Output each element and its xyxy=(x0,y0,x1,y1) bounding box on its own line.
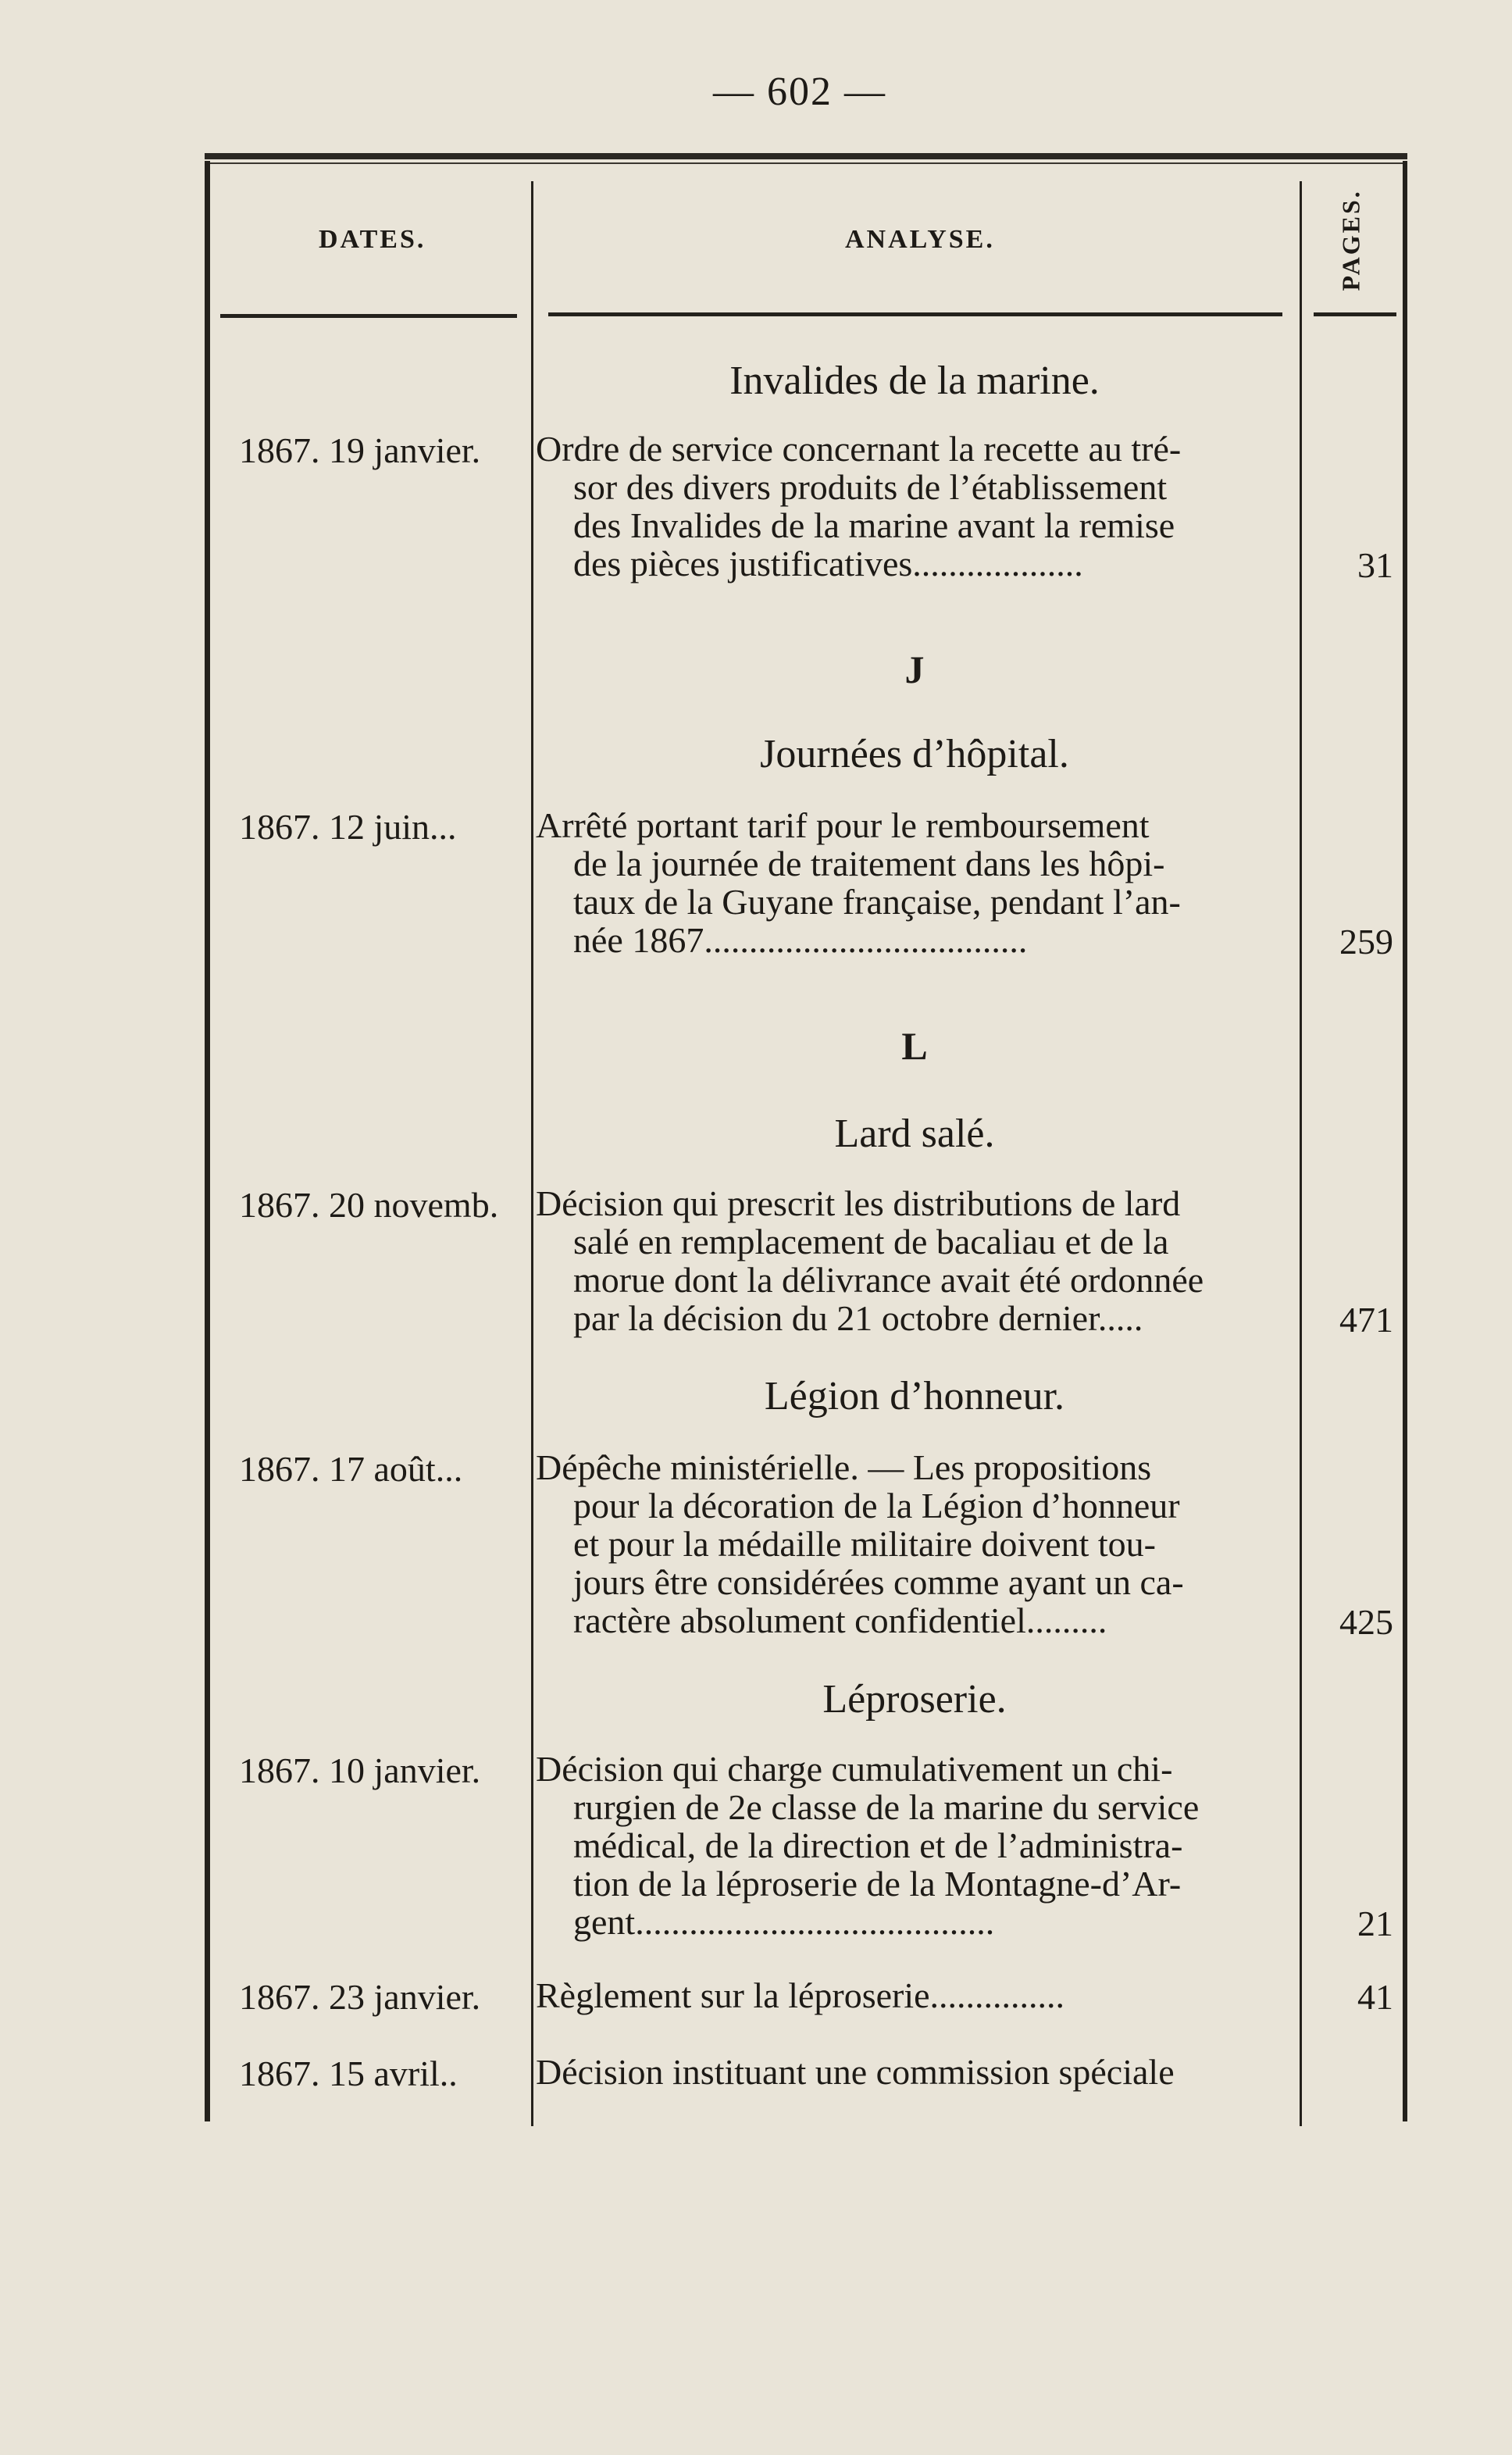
entry-line: Ordre de service concernant la recette au tré- xyxy=(536,429,1182,469)
entry-line: par la décision du 21 octobre dernier..... xyxy=(573,1298,1143,1338)
entry-line: des pièces justificatives................... xyxy=(573,544,1083,583)
entry-page: 41 xyxy=(1357,1977,1393,2017)
entry-line: taux de la Guyane française, pendant l’an- xyxy=(573,882,1181,922)
section-heading: Journées d’hôpital. xyxy=(760,732,1069,776)
entry-line: ractère absolument confidentiel......... xyxy=(573,1600,1107,1640)
entry-analysis xyxy=(536,806,1290,959)
page-number: — 602 — xyxy=(713,70,886,114)
entry-line: salé en remplacement de bacaliau et de la xyxy=(573,1222,1169,1261)
index-table xyxy=(205,153,1409,2126)
entry-line: de la journée de traitement dans les hôpi- xyxy=(573,844,1165,883)
entry-line: gent........................................ xyxy=(573,1902,995,1942)
left-border xyxy=(205,161,210,2121)
header-rule-pages xyxy=(1314,312,1396,316)
entry-analysis xyxy=(536,1750,1290,1941)
entry-date: 1867. 15 avril.. xyxy=(239,2054,458,2093)
entry-line: Décision qui prescrit les distributions de lard xyxy=(536,1183,1181,1223)
entry-line: Décision qui charge cumulativement un chi- xyxy=(536,1749,1173,1789)
entry-analysis xyxy=(536,430,1290,583)
entry-page: 31 xyxy=(1357,545,1393,585)
entry-page: 425 xyxy=(1339,1602,1393,1642)
section-heading: Léproserie. xyxy=(822,1677,1007,1722)
entry-line: médical, de la direction et de l’administra- xyxy=(573,1825,1183,1865)
header-rule-analyse xyxy=(548,312,1282,316)
column-header-dates: DATES. xyxy=(319,225,426,254)
section-letter: J xyxy=(904,648,925,691)
entry-line: Dépêche ministérielle. — Les propositions xyxy=(536,1447,1152,1487)
section-letter: L xyxy=(901,1024,928,1068)
entry-date: 1867. 19 janvier. xyxy=(239,430,481,470)
top-rule xyxy=(205,153,1407,159)
entry-analysis xyxy=(536,1184,1290,1337)
top-rule-thin xyxy=(205,162,1407,164)
entry-page: 471 xyxy=(1339,1300,1393,1340)
header-rule-dates xyxy=(220,314,517,318)
column-header-pages: PAGES. xyxy=(1336,189,1365,291)
entry-line: Règlement sur la léproserie............... xyxy=(536,1975,1065,2015)
entry-line: Arrêté portant tarif pour le remboursement xyxy=(536,805,1150,845)
entry-line: pour la décoration de la Légion d’honneur xyxy=(573,1486,1180,1525)
entry-line: sor des divers produits de l’établissement xyxy=(573,467,1168,507)
entry-date: 1867. 23 janvier. xyxy=(239,1977,481,2017)
entry-line: tion de la léproserie de la Montagne-d’Ar- xyxy=(573,1864,1182,1904)
column-header-analyse: ANALYSE. xyxy=(845,225,995,254)
entry-line: née 1867.................................... xyxy=(573,920,1028,960)
section-heading: Lard salé. xyxy=(834,1112,995,1156)
entry-line: Décision instituant une commission spéciale xyxy=(536,2052,1175,2092)
entry-analysis xyxy=(536,2053,1290,2091)
entry-line: rurgien de 2e classe de la marine du service xyxy=(573,1787,1200,1827)
entry-date: 1867. 12 juin... xyxy=(239,807,457,847)
entry-analysis xyxy=(536,1448,1290,1640)
section-heading: Invalides de la marine. xyxy=(729,359,1100,403)
entry-page: 259 xyxy=(1339,922,1393,962)
entry-line: jours être considérées comme ayant un ca- xyxy=(573,1562,1184,1602)
entry-analysis xyxy=(536,1976,1290,2014)
entry-date: 1867. 17 août... xyxy=(239,1449,463,1489)
entry-page: 21 xyxy=(1357,1904,1393,1943)
entry-date: 1867. 10 janvier. xyxy=(239,1750,481,1790)
right-border xyxy=(1403,161,1407,2121)
entry-line: des Invalides de la marine avant la remise xyxy=(573,505,1175,545)
section-heading: Légion d’honneur. xyxy=(764,1374,1065,1418)
entry-line: morue dont la délivrance avait été ordonnée xyxy=(573,1260,1204,1300)
entry-line: et pour la médaille militaire doivent tou- xyxy=(573,1524,1156,1564)
entry-date: 1867. 20 novemb. xyxy=(239,1185,499,1225)
analyse-column-divider xyxy=(1300,181,1302,2126)
